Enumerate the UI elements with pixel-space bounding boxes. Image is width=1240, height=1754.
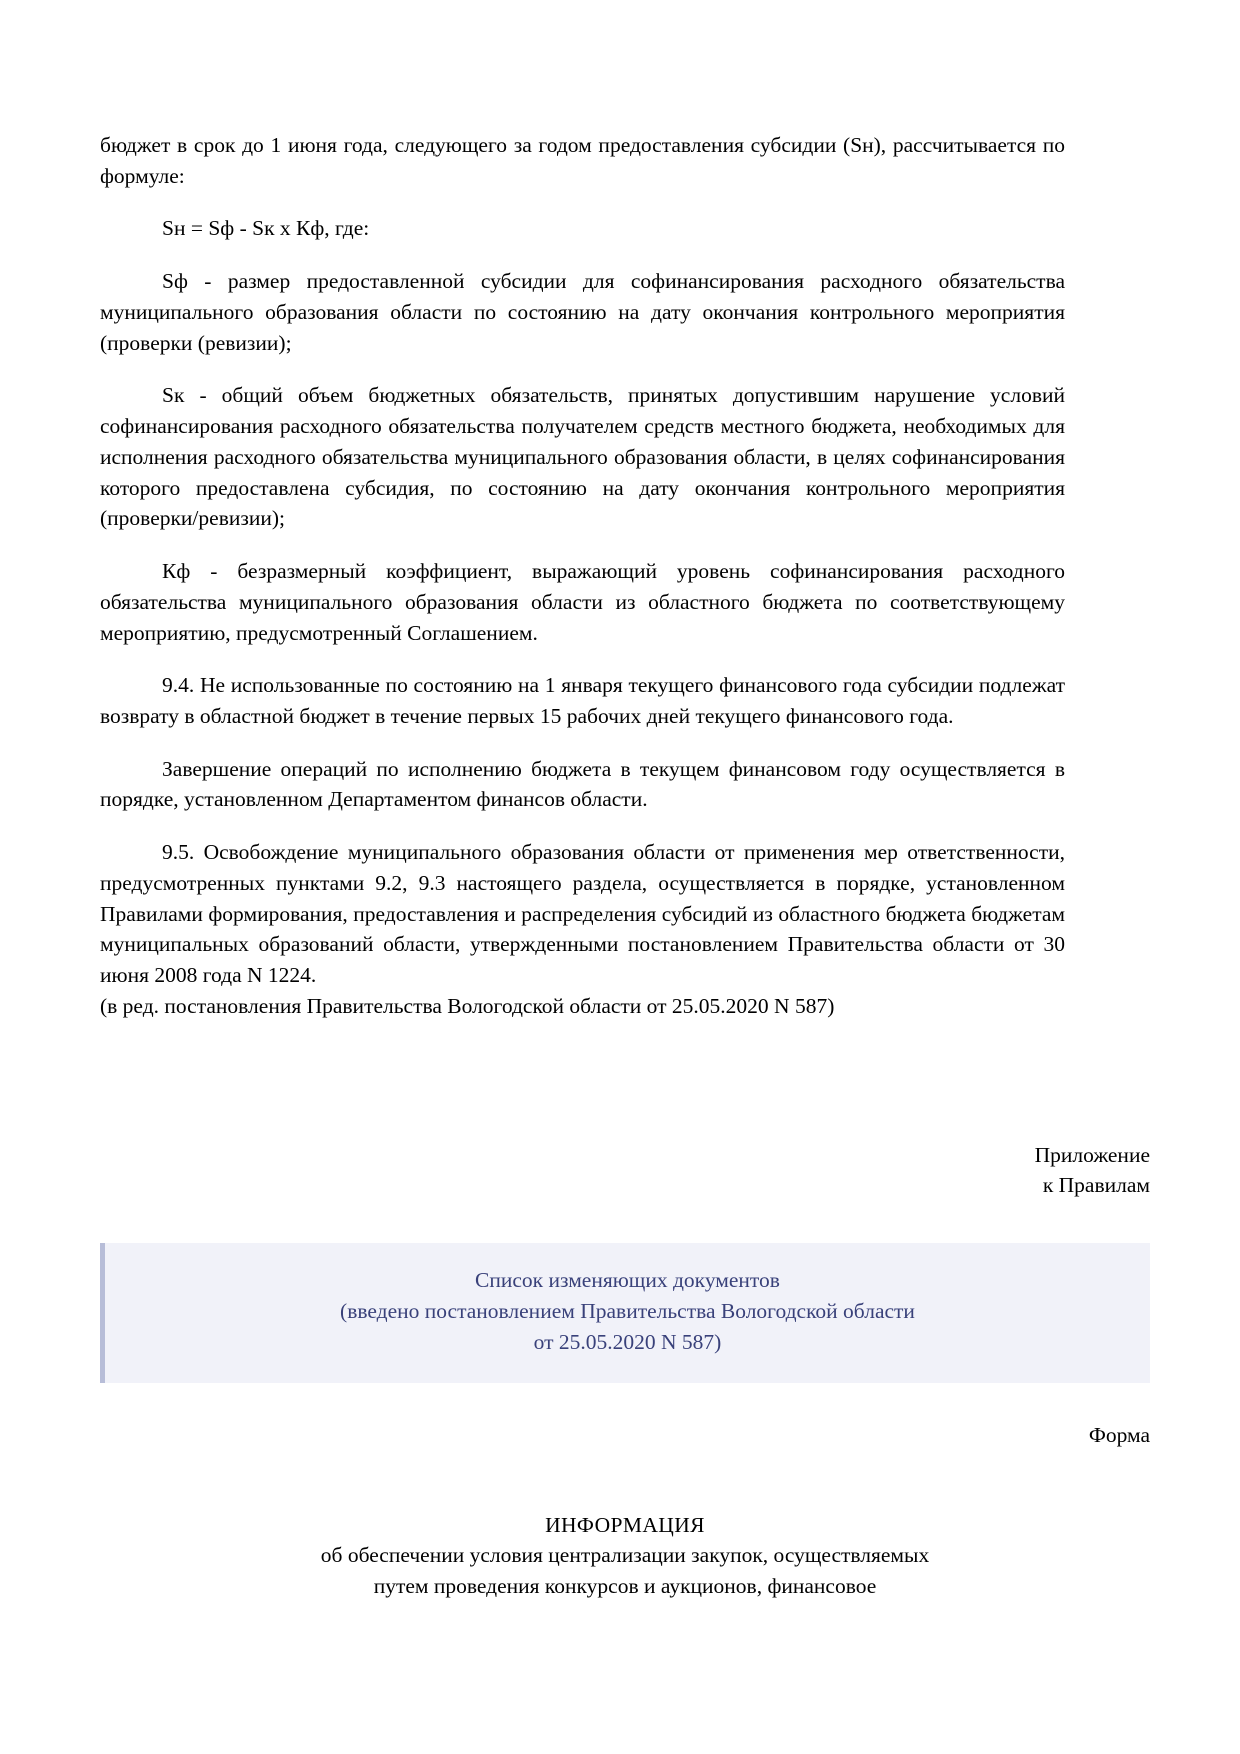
paragraph-intro: бюджет в срок до 1 июня года, следующего за годом предоставления субсидии (Sн), рассчитывается по формуле: — [100, 133, 1065, 188]
paragraph-kf-definition: Кф - безразмерный коэффициент, выражающий уровень софинансирования расходного обязательства муниципального образования области из областного бюджета по соответствующему мероприятию, предусмотренный Соглашением. — [100, 559, 1065, 645]
appendix-label: Приложение — [1034, 1142, 1150, 1167]
paragraph-clause-9-4: 9.4. Не использованные по состоянию на 1 января текущего финансового года субсидии подлежат возврату в областной бюджет в течение первых 15 рабочих дней текущего финансового года. — [100, 673, 1065, 729]
paragraph-edition-note: (в ред. постановления Правительства Вологодской области от 25.05.2020 N 587) — [100, 993, 835, 1018]
paragraph-formula: Sн = Sф - Sк x Кф, где: — [162, 216, 370, 241]
appendix-target: к Правилам — [1042, 1173, 1150, 1198]
paragraph-clause-9-4-continued: Завершение операций по исполнению бюджета в текущем финансовом году осуществляется в порядке, установленном Департаментом финансов области. — [100, 756, 1065, 812]
change-list-callout — [100, 1243, 1150, 1383]
paragraph-sk-definition: Sк - общий объем бюджетных обязательств, принятых допустившим нарушение условий софинансирования расходного обязательства получателем средств местного бюджета, необходимых для исполнения расходного обязательства муниципального образования области, в целях софинансирования которого предоставлена субсидия, по состоянию на дату окончания контрольного мероприятия (проверки/ревизии); — [100, 383, 1065, 531]
information-heading-subtitle-1: об обеспечении условия централизации закупок, осуществляемых — [320, 1543, 930, 1568]
change-list-source-line2: от 25.05.2020 N 587) — [533, 1330, 722, 1355]
document-body — [100, 130, 1065, 1022]
information-heading-subtitle-2: путем проведения конкурсов и аукционов, финансовое — [373, 1574, 877, 1599]
form-label: Форма — [1088, 1422, 1150, 1447]
change-list-title: Список изменяющих документов — [475, 1268, 780, 1293]
paragraph-sf-definition: Sф - размер предоставленной субсидии для софинансирования расходного обязательства муниципального образования области по состоянию на дату окончания контрольного мероприятия (проверки (ревизии); — [100, 269, 1065, 355]
information-heading-title: ИНФОРМАЦИЯ — [545, 1512, 705, 1537]
appendix-reference — [100, 1140, 1150, 1201]
vertical-spacer — [100, 1022, 1150, 1140]
paragraph-clause-9-5: 9.5. Освобождение муниципального образования области от применения мер ответственности, предусмотренных пунктами 9.2, 9.3 настоящего раздела, осуществляется в порядке, установленном Правилами формирования, предоставления и распределения субсидий из областного бюджета бюджетам муниципальных образований области, утвержденными постановлением Правительства области от 30 июня 2008 года N 1224. — [100, 840, 1065, 988]
change-list-source-line1: (введено постановлением Правительства Вологодской области — [340, 1299, 915, 1324]
information-heading — [100, 1510, 1150, 1602]
